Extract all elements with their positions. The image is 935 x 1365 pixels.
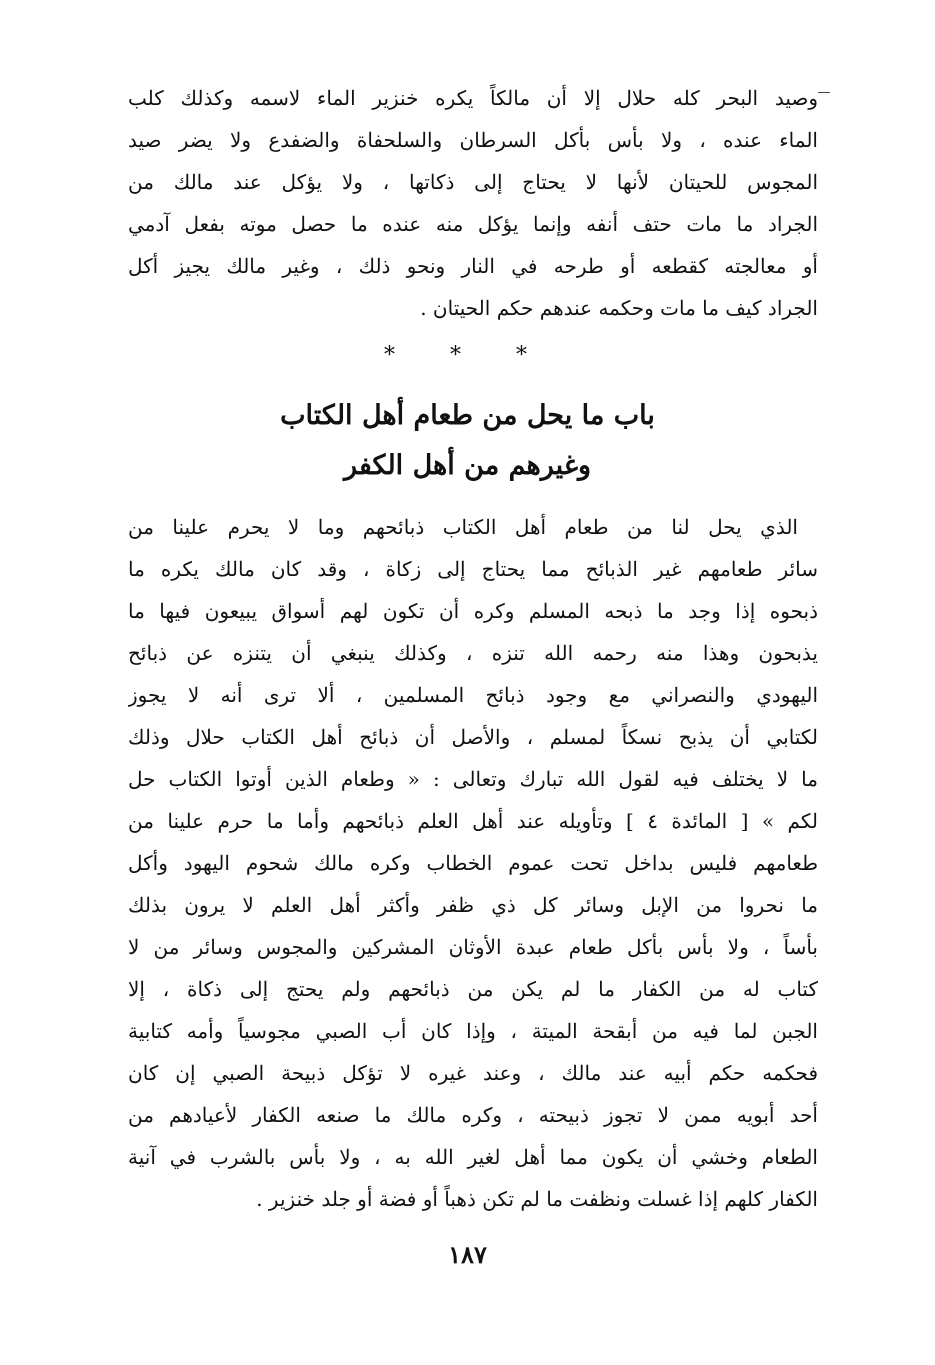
paragraph-line: كتاب له من الكفار ما لم يكن من ذبائحهم ولم يحتج إلى ذكاة ، إلا — [128, 977, 818, 1001]
paragraph-line: أو معالجته كقطعه أو طرحه في النار ونحو ذلك ، وغير مالك يجيز أكل — [128, 254, 818, 278]
paragraph-line: لكم » [ المائدة ٤ ] وتأويله عند أهل العلم ذبائحهم وأما ما حرم علينا من — [128, 809, 818, 833]
chapter-heading-line-1: باب ما يحل من طعام أهل الكتاب — [280, 400, 655, 431]
paragraph-line: لكتابي أن يذبح نسكاً لمسلم ، والأصل أن ذبائح أهل الكتاب حلال وذلك — [128, 725, 818, 749]
paragraph-line: أحد أبويه ممن لا تجوز ذبيحته ، وكره مالك ما صنعه الكفار لأعيادهم من — [128, 1103, 818, 1127]
margin-mark — [818, 92, 830, 93]
top-paragraph — [128, 77, 818, 329]
paragraph-line: الكفار كلهم إذا غسلت ونظفت ما لم تكن ذهباً أو فضة أو جلد خنزير . — [256, 1187, 818, 1211]
paragraph-line: طعامهم فليس بداخل تحت عموم الخطاب وكره مالك شحوم اليهود وأكل — [128, 851, 818, 875]
paragraph-line: الذي يحل لنا من طعام أهل الكتاب ذبائحهم وما لا يحرم علينا من — [128, 515, 798, 539]
section-separator: * * * — [384, 343, 551, 368]
paragraph-line: بأساً ، ولا بأس بأكل طعام عبدة الأوثان المشركين والمجوس وسائر من لا — [128, 935, 818, 959]
paragraph-line: ما لا يختلف فيه لقول الله تبارك وتعالى : « وطعام الذين أوتوا الكتاب حل — [128, 767, 818, 791]
paragraph-line: ذبحوه إذا وجد ما ذبحه المسلم وكره أن تكون لهم أسواق يبيعون فيها ما — [128, 599, 818, 623]
paragraph-line: الجبن لما فيه من أبقحة الميتة ، وإذا كان أب الصبي مجوسياً وأمه كتابية — [128, 1019, 818, 1043]
paragraph-line: الطعام وخشي أن يكون مما أهل لغير الله به ، ولا بأس بالشرب في آنية — [128, 1145, 818, 1169]
chapter-heading-line-2: وغيرهم من أهل الكفر — [343, 450, 591, 481]
paragraph-line: يذبحون وهذا منه رحمه الله تنزه ، وكذلك ينبغي أن يتنزه عن ذبائح — [128, 641, 818, 665]
paragraph-line: سائر طعامهم غير الذبائح مما يحتاج إلى زكاة ، وقد كان مالك يكره ما — [128, 557, 818, 581]
paragraph-line: الجراد ما مات حتف أنفه وإنما يؤكل منه عنده ما حصل موته بفعل آدمي — [128, 212, 818, 236]
paragraph-line: ما نحروا من الإبل وسائر كل ذي ظفر وأكثر أهل العلم لا يرون بذلك — [128, 893, 818, 917]
paragraph-line: الماء عنده ، ولا بأس بأكل السرطان والسلحفاة والضفدع ولا يضر صيد — [128, 128, 818, 152]
paragraph-line: وصيد البحر كله حلال إلا أن مالكاً يكره خنزير الماء لاسمه وكذلك كلب — [128, 86, 818, 110]
paragraph-line: اليهودي والنصراني مع وجود ذبائح المسلمين ، ألا ترى أنه لا يجوز — [128, 683, 818, 707]
page-number: ١٨٧ — [448, 1240, 487, 1269]
paragraph-line: المجوس للحيتان لأنها لا يحتاج إلى ذكاتها ، ولا يؤكل عند مالك من — [128, 170, 818, 194]
main-paragraph — [128, 506, 818, 1220]
paragraph-line: فحكمه حكم أبيه عند مالك ، وعند غيره لا تؤكل ذبيحة الصبي إن كان — [128, 1061, 818, 1085]
paragraph-line: الجراد كيف ما مات وحكمه عندهم حكم الحيتان . — [420, 296, 818, 320]
